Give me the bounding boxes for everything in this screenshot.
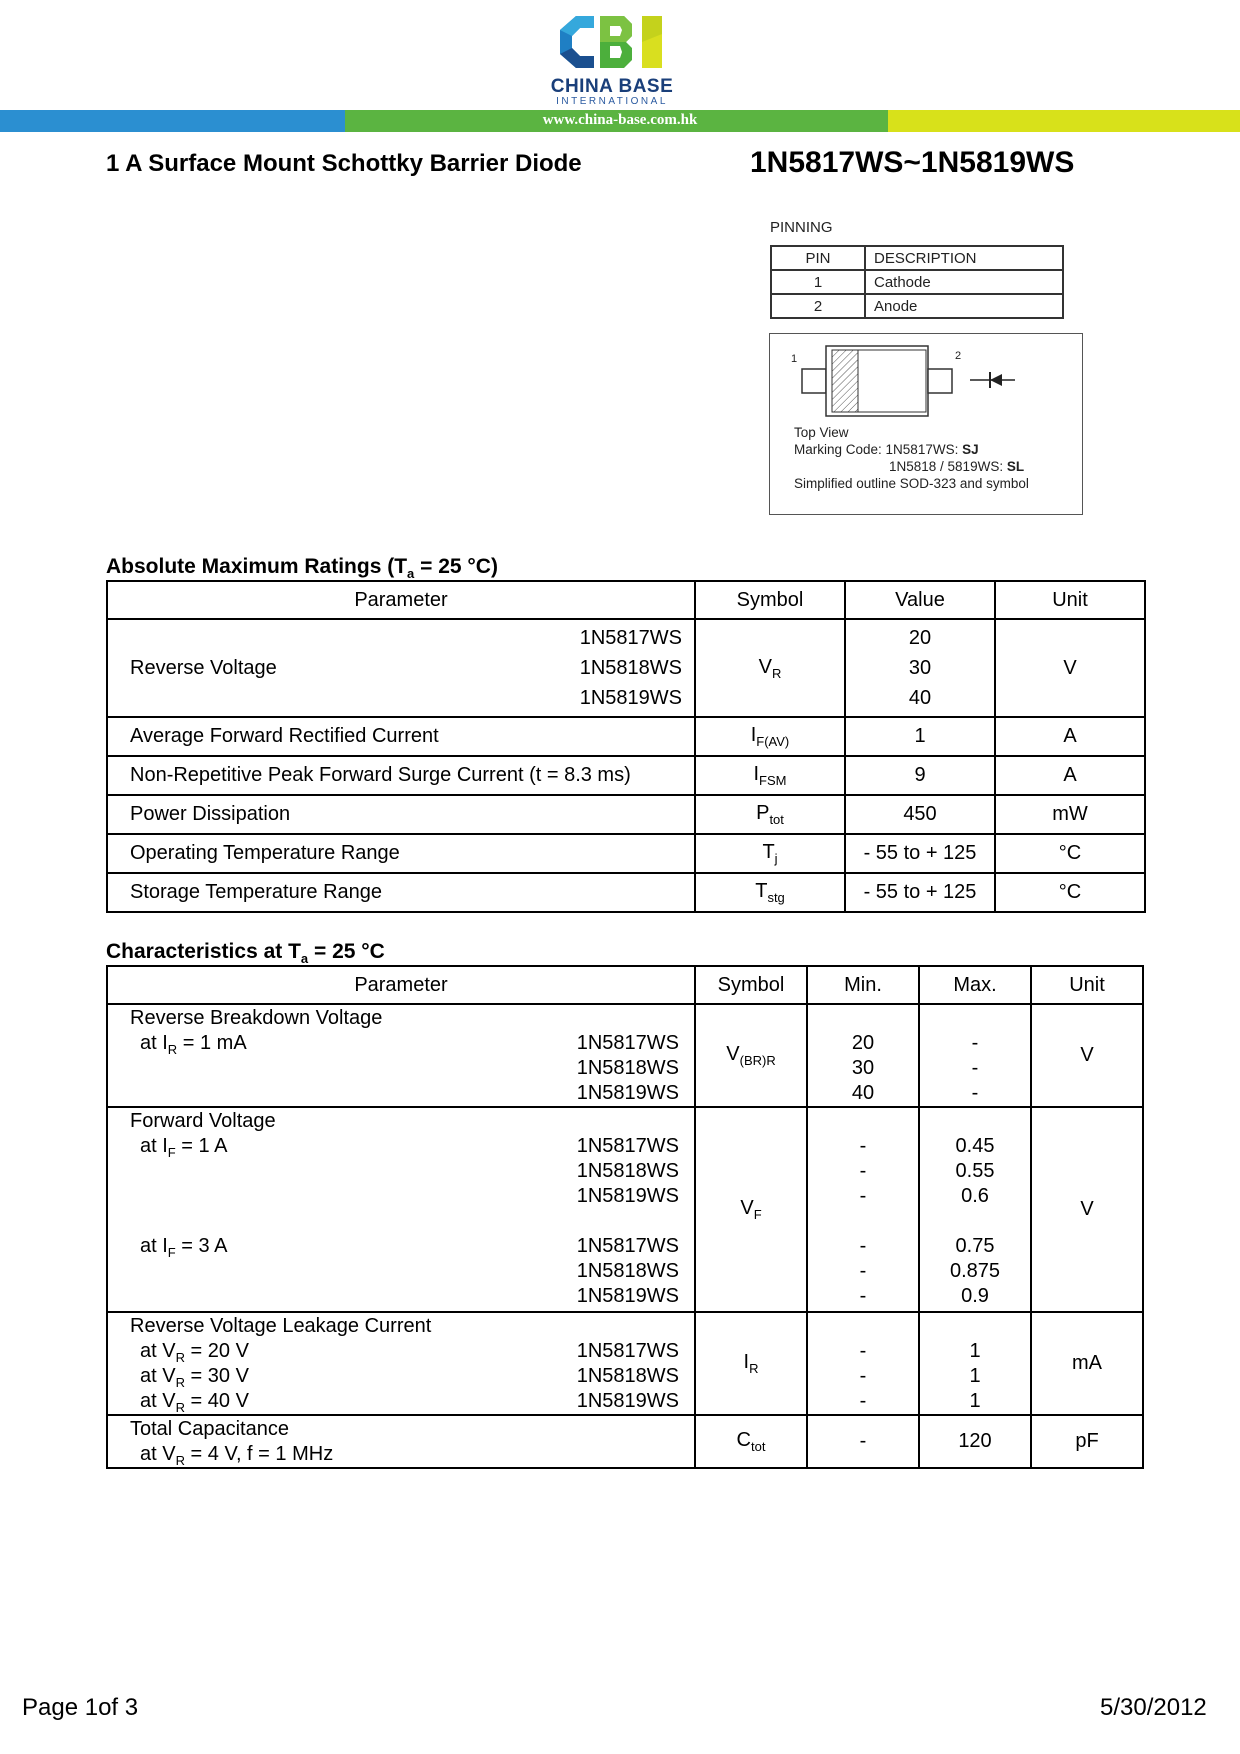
marking-code-sl: SL [1006,459,1025,474]
unit-cell: °C [995,873,1145,912]
symbol: C [736,1429,751,1451]
symbol: V [758,655,772,678]
cond-sub: R [175,1400,185,1415]
max-value: 1 [969,1365,981,1387]
part-number-cell: 1N5817WS [579,627,682,649]
max-value: - [971,1057,979,1079]
table-row [107,1415,1143,1468]
min-value: - [859,1185,867,1207]
cond-text: at V [140,1365,176,1387]
symbol-cell [695,1312,807,1415]
title-sub: a [407,566,415,582]
min-header: Min. [807,966,919,1004]
value: 30 [908,657,932,679]
cond-sub: F [167,1245,176,1260]
cond-text: = 3 A [175,1235,228,1257]
marking-code-line-2 [889,459,1024,474]
parameter-cell [107,1107,695,1312]
parameter-name: Reverse Voltage [130,656,277,679]
parameter-cell [107,1312,695,1415]
description-header: DESCRIPTION [865,246,1063,270]
cond-text: at I [140,1032,168,1054]
value-cell: - 55 to + 125 [845,873,995,912]
max-value: - [971,1032,979,1054]
unit-cell: mA [1031,1312,1143,1415]
max-value: 0.875 [949,1260,1001,1282]
value-header: Value [845,581,995,619]
condition [130,1339,249,1364]
pin2-label: 2 [955,350,962,362]
symbol-sub: stg [767,890,785,905]
marking-code-line [794,442,979,457]
parameter-name: Total Capacitance [130,1418,289,1440]
pin-description: Anode [865,294,1063,318]
symbol: T [762,841,775,863]
symbol-sub: tot [750,1439,766,1454]
max-cell [919,1107,1031,1312]
part-number-cell: 1N5819WS [579,687,682,709]
symbol-sub: R [771,665,782,681]
condition [130,1364,249,1389]
symbol-header: Symbol [695,966,807,1004]
parameter-header: Parameter [107,966,695,1004]
part-number-cell: 1N5819WS [576,1185,679,1207]
characteristics-title [106,940,385,966]
unit-cell: °C [995,834,1145,873]
min-value: - [859,1340,867,1362]
symbol: P [756,802,770,824]
value: 20 [908,627,932,649]
max-cell [919,1312,1031,1415]
cond-sub: R [175,1375,185,1390]
part-number-cell: 1N5818WS [576,1365,679,1387]
cond-text: = 4 V, f = 1 MHz [184,1443,334,1465]
value-cell: 1 [845,717,995,756]
table-header-row [107,581,1145,619]
website-link[interactable]: www.china-base.com.hk [542,112,698,128]
part-number-cell: 1N5817WS [576,1032,679,1054]
value-cell: - 55 to + 125 [845,834,995,873]
unit-cell: A [995,756,1145,795]
cond-sub: F [167,1145,176,1160]
min-value: - [859,1285,867,1307]
part-number-cell: 1N5818WS [576,1260,679,1282]
max-header: Max. [919,966,1031,1004]
value-cell [845,619,995,717]
symbol-cell [695,873,845,912]
symbol: I [743,1351,750,1373]
symbol-sub: j [774,851,778,866]
cond-sub: R [167,1042,178,1057]
symbol: I [753,763,760,785]
abs-max-table [106,580,1146,913]
table-row [107,717,1145,756]
symbol: T [755,880,768,902]
part-number-cell: 1N5819WS [576,1285,679,1307]
min-value: - [859,1390,867,1412]
table-row [107,1107,1143,1312]
min-value: - [859,1260,867,1282]
cond-text: = 20 V [184,1340,249,1362]
min-value: - [859,1365,867,1387]
characteristics-table [106,965,1144,1469]
symbol-cell [695,756,845,795]
parameter-cell [107,1004,695,1107]
symbol-header: Symbol [695,581,845,619]
cond-text: at V [140,1340,176,1362]
table-row [107,619,1145,717]
parameter-cell [107,619,695,717]
symbol-cell [695,619,845,717]
cbi-logo-icon [558,14,668,70]
parameter-header: Parameter [107,581,695,619]
table-row [107,795,1145,834]
symbol: V [740,1197,754,1219]
parameter-cell: Operating Temperature Range [107,834,695,873]
table-row [107,873,1145,912]
symbol-cell [695,1415,807,1468]
value-cell: 450 [845,795,995,834]
unit-cell: mW [995,795,1145,834]
parameter-name: Reverse Breakdown Voltage [130,1007,383,1029]
unit-header: Unit [995,581,1145,619]
cond-text: at I [140,1135,168,1157]
parameter-cell: Storage Temperature Range [107,873,695,912]
parameter-cell: Average Forward Rectified Current [107,717,695,756]
parameter-name: Forward Voltage [130,1110,276,1132]
outline-note: Simplified outline SOD-323 and symbol [794,476,1029,491]
unit-cell: V [995,619,1145,717]
title-text: = 25 °C [308,940,385,963]
condition [130,1234,227,1259]
document-title: 1 A Surface Mount Schottky Barrier Diode [106,150,582,177]
max-value: 0.6 [961,1185,989,1207]
unit-header: Unit [1031,966,1143,1004]
symbol-cell [695,795,845,834]
pinning-table [770,245,1064,319]
unit-cell: V [1031,1107,1143,1312]
title-text: = 25 °C) [414,555,498,578]
max-value: 0.55 [955,1160,995,1182]
symbol-sub: tot [769,812,784,827]
min-value: 40 [851,1082,875,1104]
min-cell [807,1004,919,1107]
symbol-cell [695,834,845,873]
part-number-cell: 1N5818WS [576,1057,679,1079]
max-value: 1 [969,1340,981,1362]
max-cell: 120 [919,1415,1031,1468]
title-text: Absolute Maximum Ratings (T [106,555,408,578]
symbol-sub: F [753,1207,762,1222]
cond-sub: R [175,1453,185,1468]
cond-sub: R [175,1350,185,1365]
symbol-sub: R [749,1361,759,1376]
symbol-cell [695,717,845,756]
title-text: Characteristics at T [106,940,301,963]
condition [130,1389,249,1414]
pin-description: Cathode [865,270,1063,294]
symbol-cell [695,1004,807,1107]
table-row [107,756,1145,795]
parameter-cell: Non-Repetitive Peak Forward Surge Current (t = 8.3 ms) [107,756,695,795]
pinning-row [771,294,1063,318]
min-cell: - [807,1415,919,1468]
pinning-header-row [771,246,1063,270]
part-number-cell: 1N5819WS [576,1390,679,1412]
parameter-name: Reverse Voltage Leakage Current [130,1315,432,1337]
condition [130,1031,247,1056]
parameter-cell: Power Dissipation [107,795,695,834]
marking-prefix: Marking Code: 1N5817WS: [794,442,963,457]
cond-text: = 1 mA [177,1032,247,1054]
max-cell [919,1004,1031,1107]
max-value: 0.9 [961,1285,989,1307]
unit-cell: A [995,717,1145,756]
symbol: V [726,1043,740,1065]
max-value: 0.45 [955,1135,995,1157]
sod323-outline-diagram [770,334,1080,434]
max-value: 0.75 [955,1235,995,1257]
max-value: 1 [969,1390,981,1412]
pin-number: 2 [771,294,865,318]
condition [130,1442,333,1467]
pinning-row [771,270,1063,294]
value: 40 [908,687,932,709]
parameter-cell [107,1415,695,1468]
min-value: 20 [851,1032,875,1054]
table-row [107,1004,1143,1107]
brand-subtitle: INTERNATIONAL [556,96,668,107]
pinning-label: PINNING [770,219,833,236]
marking-code-sj: SJ [962,442,979,457]
symbol-sub: FSM [759,773,787,788]
cond-text: at V [140,1390,176,1412]
marking-2-prefix: 1N5818 / 5819WS: [889,459,1007,474]
brand-name: CHINA BASE [550,76,674,97]
value-cell: 9 [845,756,995,795]
condition [130,1134,227,1159]
top-view-label: Top View [794,425,849,440]
part-number-cell: 1N5818WS [576,1160,679,1182]
pin1-label: 1 [791,353,798,365]
abs-max-title [106,555,498,581]
part-number-cell: 1N5817WS [576,1340,679,1362]
document-date: 5/30/2012 [1100,1694,1207,1721]
part-number: 1N5817WS~1N5819WS [750,146,1075,179]
unit-cell: V [1031,1004,1143,1107]
min-value: 30 [851,1057,875,1079]
min-cell [807,1107,919,1312]
part-number-cell: 1N5817WS [576,1235,679,1257]
unit-cell: pF [1031,1415,1143,1468]
min-cell [807,1312,919,1415]
table-row [107,834,1145,873]
cond-text: at V [140,1443,176,1465]
part-number-cell: 1N5818WS [579,657,682,679]
symbol-sub: F(AV) [756,734,790,749]
cond-text: at I [140,1235,168,1257]
symbol-cell [695,1107,807,1312]
cond-text: = 30 V [184,1365,249,1387]
cond-text: = 1 A [175,1135,228,1157]
min-value: - [859,1235,867,1257]
pin-number: 1 [771,270,865,294]
title-sub: a [300,951,309,967]
part-number-cell: 1N5817WS [576,1135,679,1157]
min-value: - [859,1160,867,1182]
table-row [107,1312,1143,1415]
cond-text: = 40 V [184,1390,249,1412]
max-value: - [971,1082,979,1104]
symbol-sub: (BR)R [739,1053,776,1068]
min-value: - [859,1135,867,1157]
table-header-row [107,966,1143,1004]
symbol: I [750,724,757,746]
part-number-cell: 1N5819WS [576,1082,679,1104]
pin-header: PIN [771,246,865,270]
page-number: Page 1of 3 [22,1694,139,1721]
